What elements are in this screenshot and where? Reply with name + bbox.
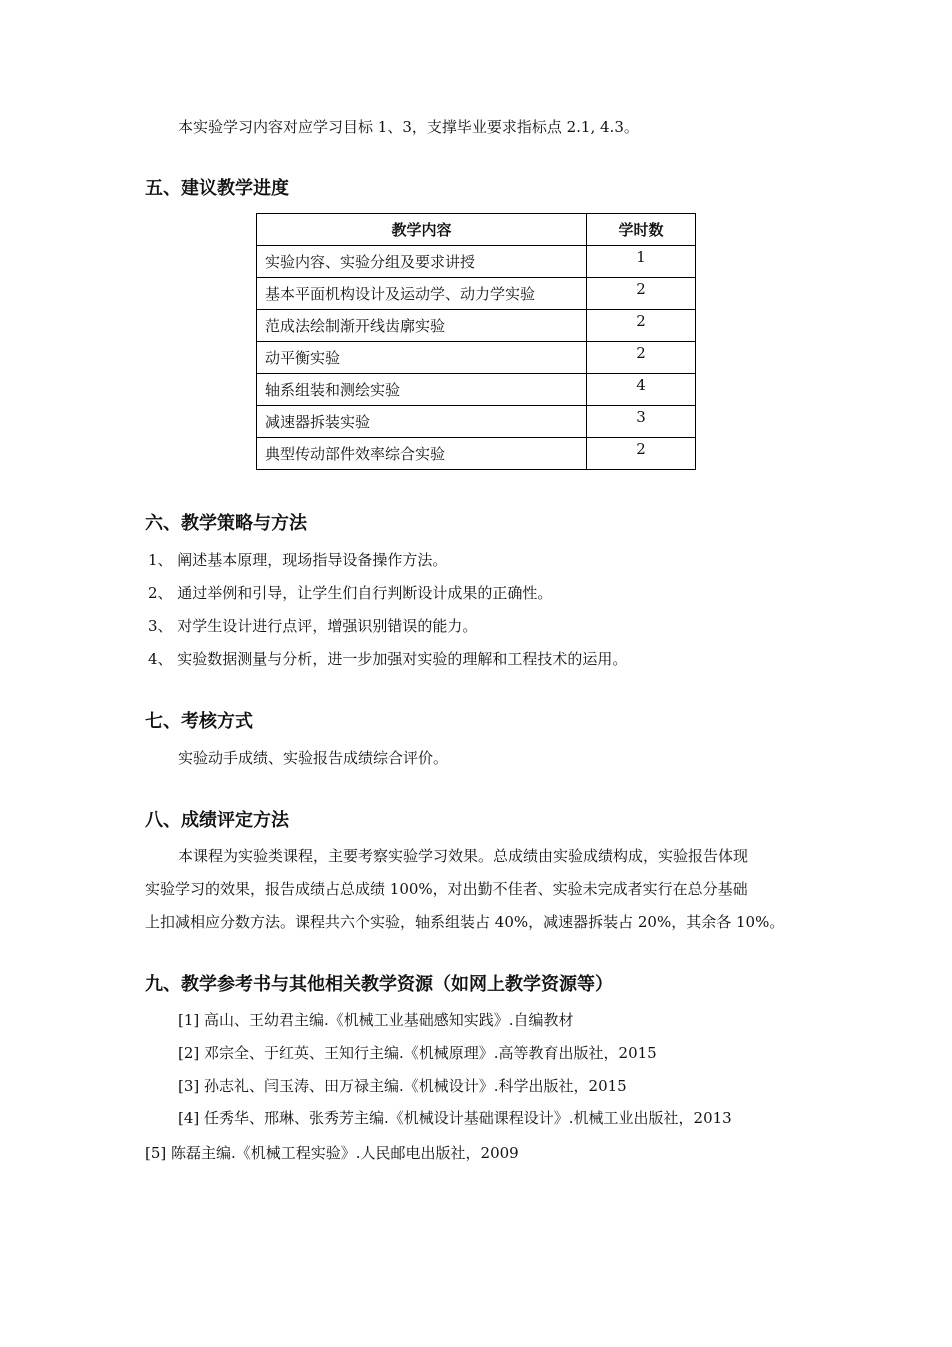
grading-line: 本课程为实验类课程，主要考察实验学习效果。总成绩由实验成绩构成，实验报告体现 (178, 847, 749, 865)
reference-item: [2] 邓宗全、于红英、王知行主编.《机械原理》.高等教育出版社，2015 (178, 1044, 657, 1062)
table-row (257, 406, 696, 438)
section-6-heading: 六、教学策略与方法 (145, 513, 307, 534)
assessment-text: 实验动手成绩、实验报告成绩综合评价。 (178, 749, 449, 767)
intro-paragraph: 本实验学习内容对应学习目标 1、3，支撑毕业要求指标点 2.1, 4.3。 (178, 118, 639, 136)
row-content: 范成法绘制渐开线齿廓实验 (257, 310, 587, 342)
strategy-item: 4、 实验数据测量与分析，进一步加强对实验的理解和工程技术的运用。 (148, 650, 628, 668)
row-content: 基本平面机构设计及运动学、动力学实验 (257, 278, 587, 310)
table-row (257, 278, 696, 310)
table-row (257, 310, 696, 342)
strategy-item: 3、 对学生设计进行点评，增强识别错误的能力。 (148, 617, 478, 635)
row-hours: 1 (587, 246, 696, 278)
row-content: 典型传动部件效率综合实验 (257, 438, 587, 470)
section-9-heading: 九、教学参考书与其他相关教学资源（如网上教学资源等） (145, 974, 613, 995)
row-content: 轴系组装和测绘实验 (257, 374, 587, 406)
section-7-heading: 七、考核方式 (145, 711, 253, 732)
row-hours: 4 (587, 374, 696, 406)
grading-line: 实验学习的效果，报告成绩占总成绩 100%，对出勤不佳者、实验未完成者实行在总分基础 (145, 880, 748, 898)
row-content: 实验内容、实验分组及要求讲授 (257, 246, 587, 278)
row-hours: 3 (587, 406, 696, 438)
header-hours: 学时数 (587, 214, 696, 246)
table-row (257, 342, 696, 374)
table-row (257, 438, 696, 470)
table-header-row (257, 214, 696, 246)
row-hours: 2 (587, 438, 696, 470)
row-hours: 2 (587, 278, 696, 310)
section-5-heading: 五、建议教学进度 (145, 178, 289, 199)
table-row (257, 246, 696, 278)
section-8-heading: 八、成绩评定方法 (145, 810, 289, 831)
row-content: 减速器拆装实验 (257, 406, 587, 438)
grading-line: 上扣减相应分数方法。课程共六个实验，轴系组装占 40%，减速器拆装占 20%，其余各 10%。 (145, 913, 785, 931)
strategy-item: 1、 阐述基本原理，现场指导设备操作方法。 (148, 551, 448, 569)
row-hours: 2 (587, 310, 696, 342)
schedule-table (256, 213, 696, 470)
strategy-item: 2、 通过举例和引导，让学生们自行判断设计成果的正确性。 (148, 584, 553, 602)
header-content: 教学内容 (257, 214, 587, 246)
reference-item: [1] 高山、王幼君主编.《机械工业基础感知实践》.自编教材 (178, 1011, 574, 1029)
row-content: 动平衡实验 (257, 342, 587, 374)
reference-item: [5] 陈磊主编.《机械工程实验》.人民邮电出版社，2009 (145, 1144, 519, 1162)
reference-item: [3] 孙志礼、闫玉涛、田万禄主编.《机械设计》.科学出版社，2015 (178, 1077, 627, 1095)
table-row (257, 374, 696, 406)
reference-item: [4] 任秀华、邢琳、张秀芳主编.《机械设计基础课程设计》.机械工业出版社，2013 (178, 1109, 732, 1127)
row-hours: 2 (587, 342, 696, 374)
